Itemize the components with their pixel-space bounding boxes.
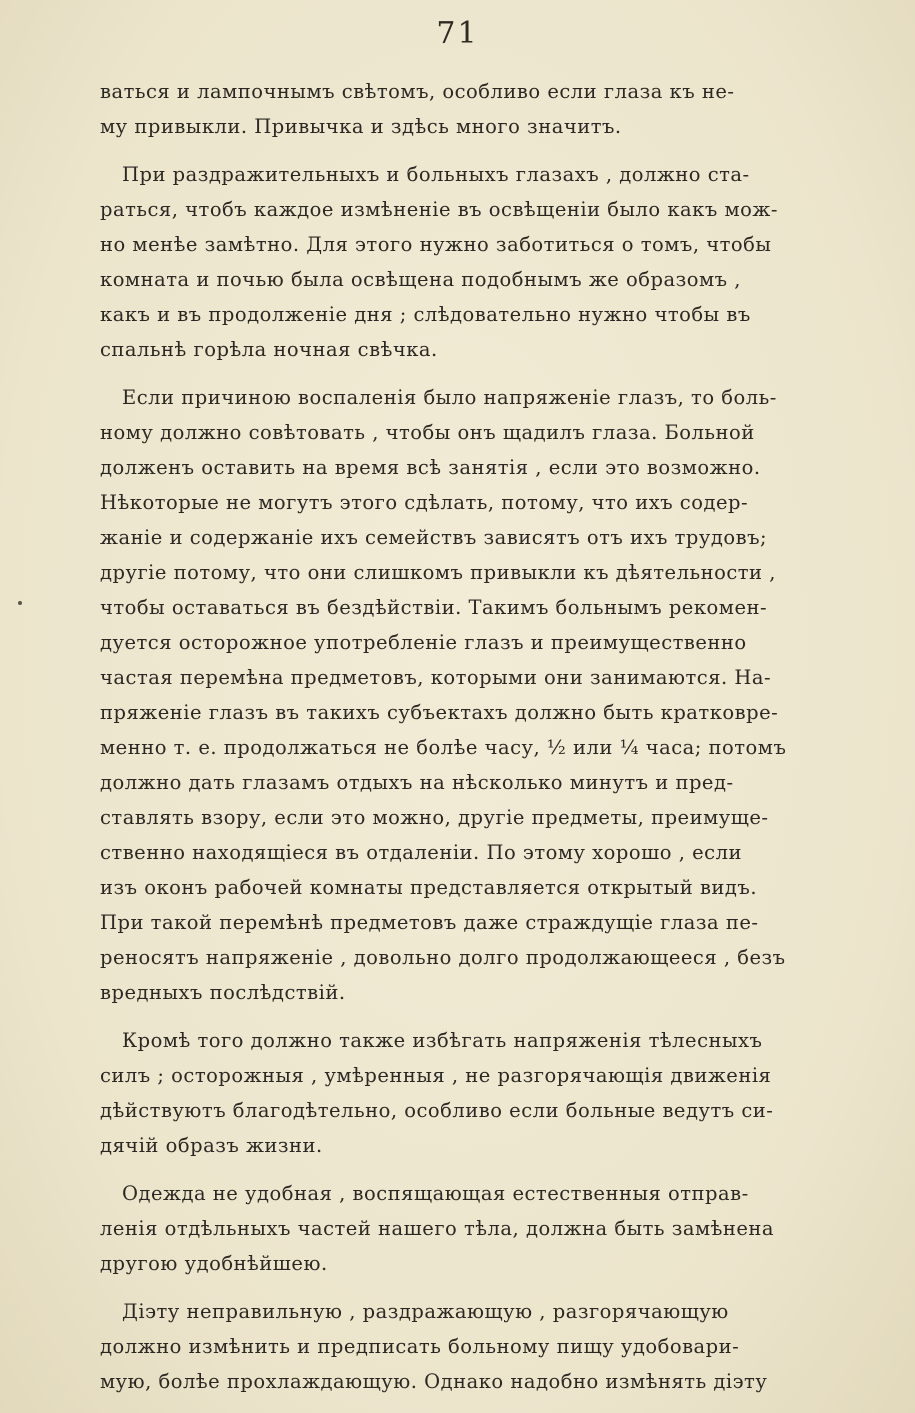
text-line: спальнѣ горѣла ночная свѣчка. <box>100 338 438 361</box>
text-line: ному должно совѣтовать , чтобы онъ щадилъ глаза. Больной <box>100 421 755 444</box>
text-line: изъ оконъ рабочей комнаты представляется открытый видъ. <box>100 876 758 899</box>
text-line: дячій образъ жизни. <box>100 1134 323 1157</box>
text-line: пряженіе глазъ въ такихъ субъектахъ должно быть кратковре- <box>100 701 779 724</box>
text-line: силъ ; осторожныя , умѣренныя , не разгорячающія движенія <box>100 1064 772 1087</box>
text-line: Кромѣ того должно также избѣгать напряженія тѣлесныхъ <box>122 1029 763 1052</box>
text-line: частая перемѣна предметовъ, которыми они занимаются. На- <box>100 666 772 689</box>
text-line: При раздражительныхъ и больныхъ глазахъ , должно ста- <box>122 163 750 186</box>
text-line: Одежда не удобная , воспящающая естественныя отправ- <box>122 1182 749 1205</box>
text-line: должно дать глазамъ отдыхъ на нѣсколько минутъ и пред- <box>100 771 734 794</box>
text-line: ваться и лампочнымъ свѣтомъ, особливо если глаза къ не- <box>100 80 735 103</box>
text-line: менно т. е. продолжаться не болѣе часу, ½ или ¼ часа; потомъ <box>100 736 787 759</box>
text-line: должно измѣнить и предписать больному пищу удобовари- <box>100 1335 740 1358</box>
text-line: мую, болѣе прохлаждающую. Однако надобно измѣнять діэту <box>100 1370 768 1393</box>
text-line: Нѣкоторые не могутъ этого сдѣлать, потому, что ихъ содер- <box>100 491 749 514</box>
text-line: ственно находящіеся въ отдаленіи. По этому хорошо , если <box>100 841 742 864</box>
text-line: Діэту неправильную , раздражающую , разгорячающую <box>122 1300 729 1323</box>
text-line: жаніе и содержаніе ихъ семействъ зависятъ отъ ихъ трудовъ; <box>100 526 768 549</box>
text-line: раться, чтобъ каждое измѣненіе въ освѣщеніи было какъ мож- <box>100 198 778 221</box>
text-line: вредныхъ послѣдствій. <box>100 981 346 1004</box>
paragraph <box>100 1023 878 1163</box>
text-line: другою удобнѣйшею. <box>100 1252 328 1275</box>
text-line: му привыкли. Привычка и здѣсь много значитъ. <box>100 115 622 138</box>
paper-speck <box>18 601 22 605</box>
text-line: дѣйствуютъ благодѣтельно, особливо если больные ведутъ си- <box>100 1099 774 1122</box>
text-line: но менѣе замѣтно. Для этого нужно заботиться о томъ, чтобы <box>100 233 772 256</box>
text-line: чтобы оставаться въ бездѣйствіи. Такимъ больнымъ рекомен- <box>100 596 768 619</box>
text-line: дуется осторожное употребленіе глазъ и преимущественно <box>100 631 747 654</box>
text-line: какъ и въ продолженіе дня ; слѣдовательно нужно чтобы въ <box>100 303 751 326</box>
text-line: ставлять взору, если это можно, другіе предметы, преимуще- <box>100 806 769 829</box>
text-line: другіе потому, что они слишкомъ привыкли къ дѣятельности , <box>100 561 776 584</box>
page-number: 71 <box>436 16 479 51</box>
text-line: Если причиною воспаленія было напряженіе глазъ, то боль- <box>122 386 777 409</box>
text-line: При такой перемѣнѣ предметовъ даже страждущіе глаза пе- <box>100 911 759 934</box>
body-text <box>100 74 878 1399</box>
paragraph <box>100 1294 878 1399</box>
paragraph <box>100 74 878 144</box>
text-line: реносятъ напряженіе , довольно долго продолжающееся , безъ <box>100 946 786 969</box>
paragraph <box>100 380 878 1010</box>
text-line: ленія отдѣльныхъ частей нашего тѣла, должна быть замѣнена <box>100 1217 775 1240</box>
text-line: комната и почью была освѣщена подобнымъ же образомъ , <box>100 268 741 291</box>
text-line: долженъ оставить на время всѣ занятія , если это возможно. <box>100 456 761 479</box>
paragraph <box>100 1176 878 1281</box>
paragraph <box>100 157 878 367</box>
